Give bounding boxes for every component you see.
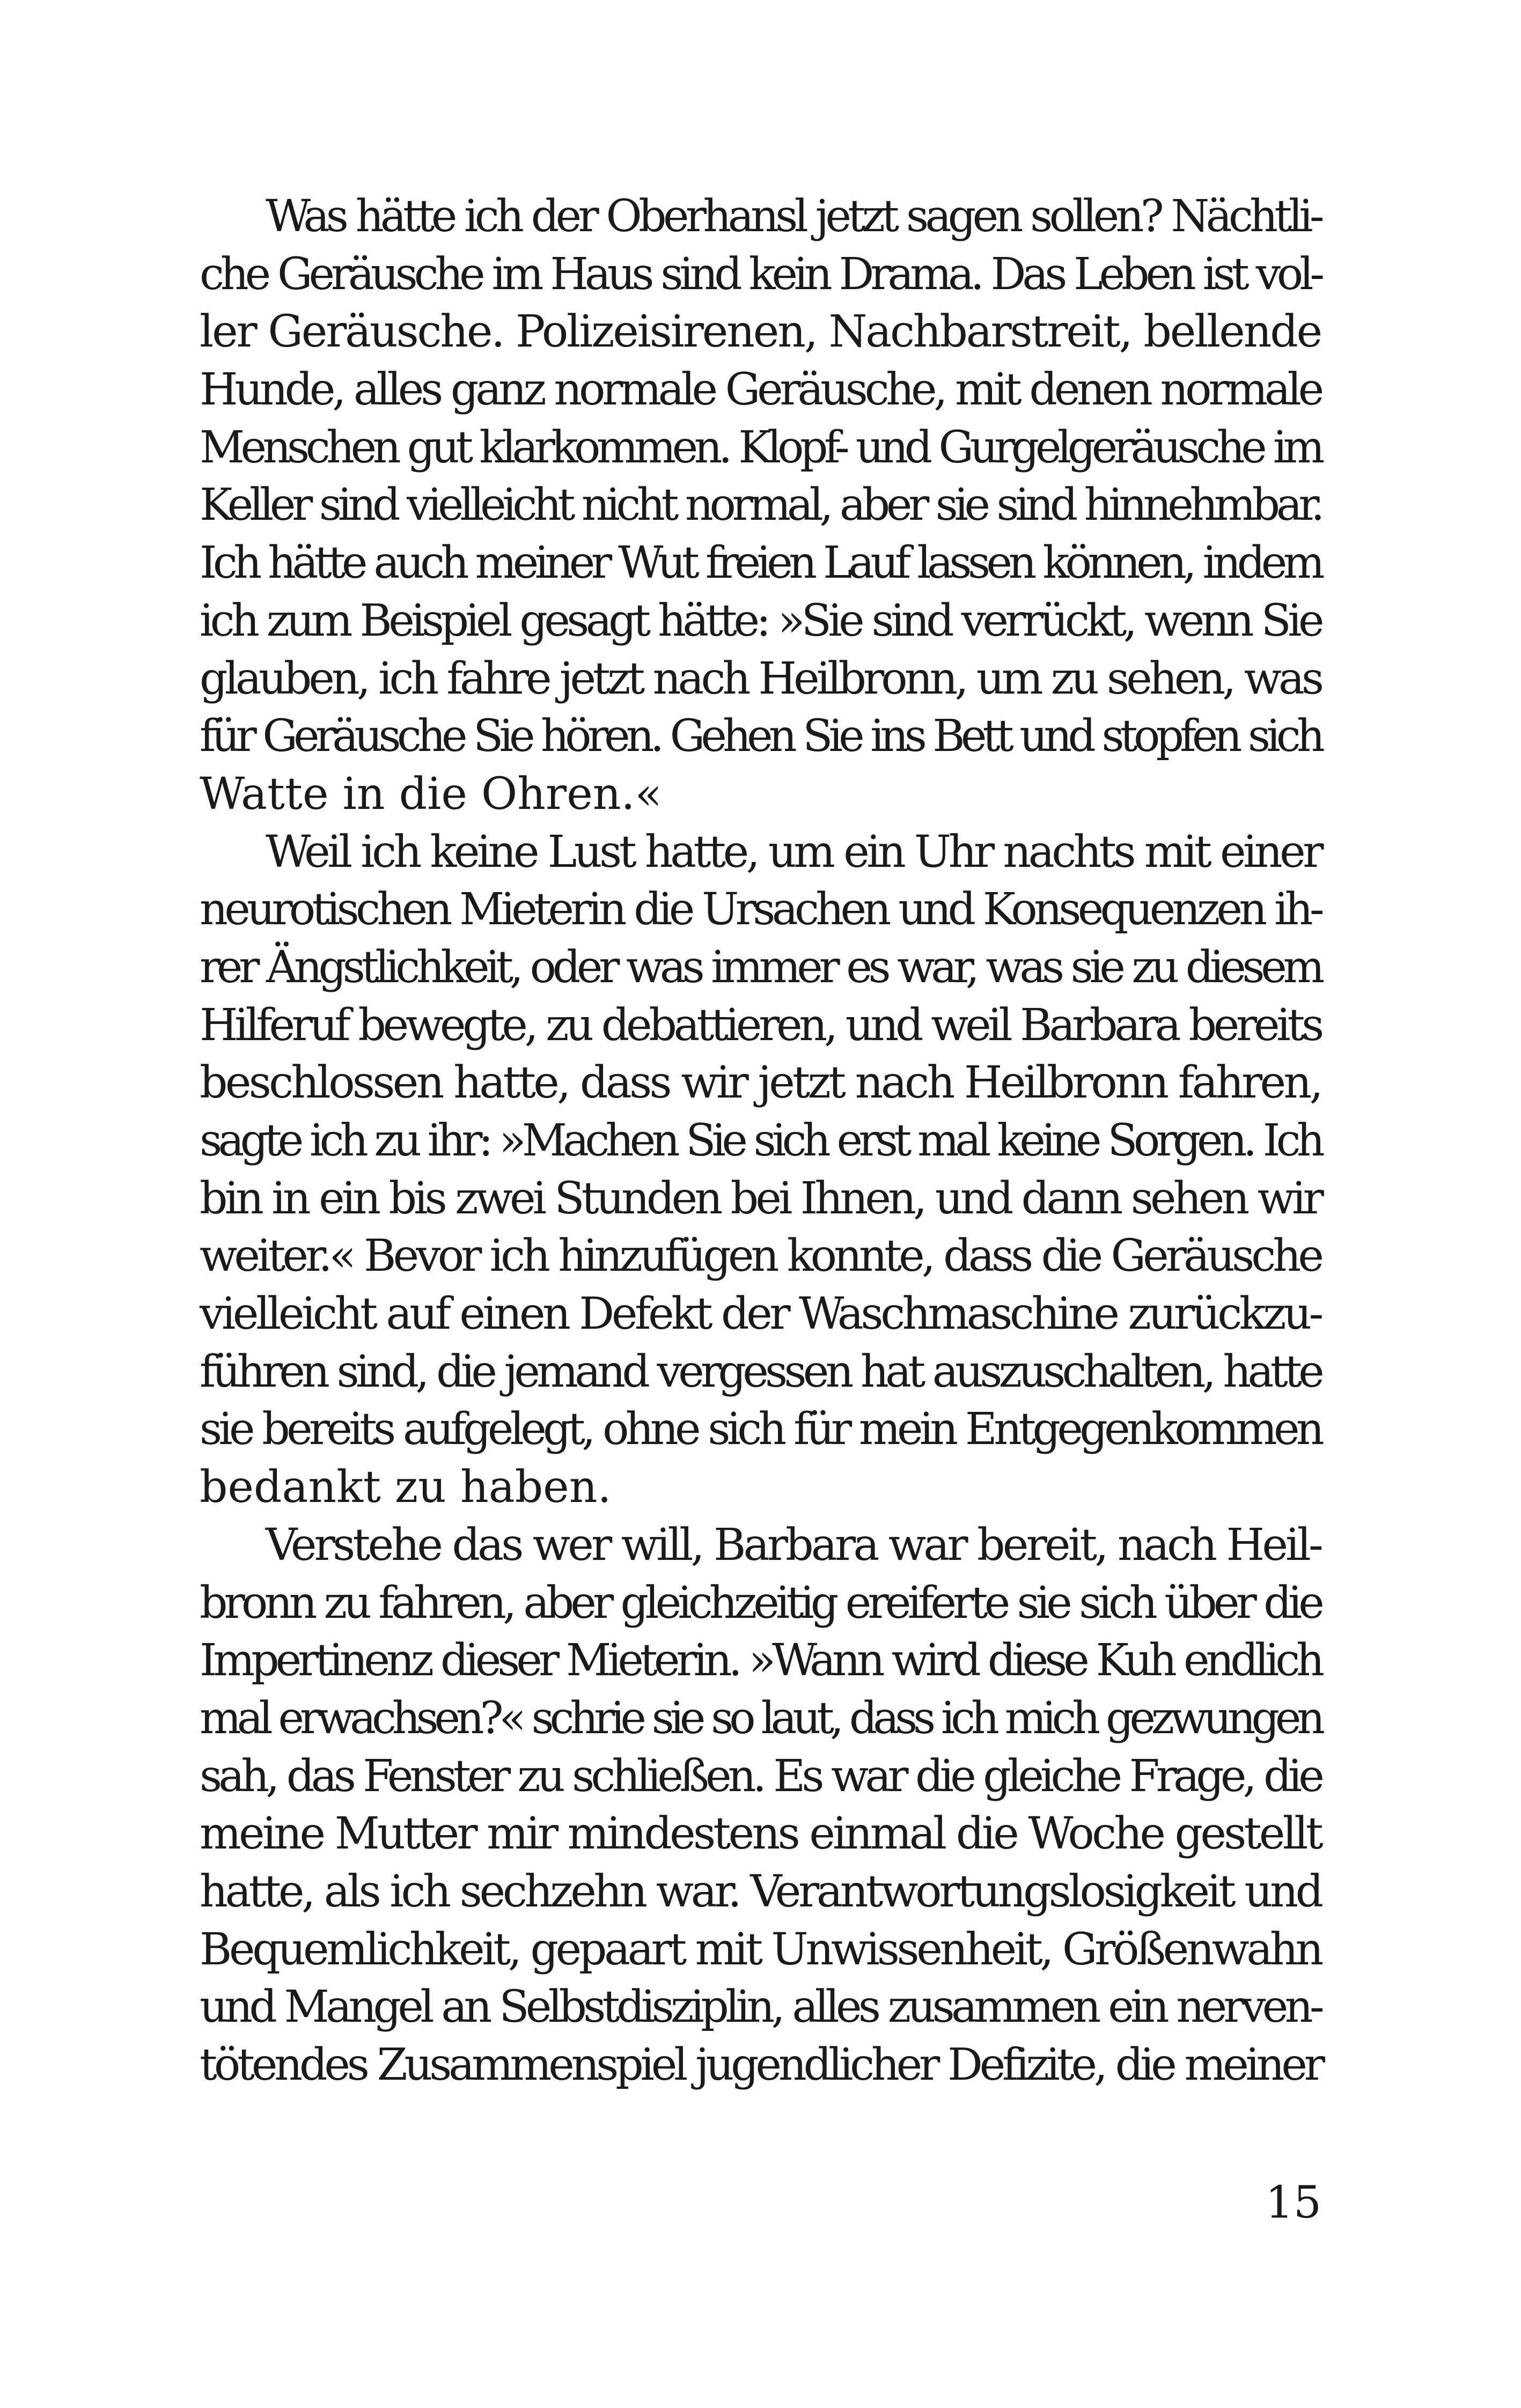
text-line: bin in ein bis zwei Stunden bei Ihnen, und dann sehen wir bbox=[200, 1173, 1321, 1224]
text-line: Menschen gut klarkommen. Klopf- und Gurgelgeräusche im bbox=[200, 422, 1321, 473]
text-line: hatte, als ich sechzehn war. Verantwortungslosigkeit und bbox=[200, 1866, 1321, 1917]
text-line: sie bereits aufgelegt, ohne sich für mein Entgegenkommen bbox=[200, 1404, 1321, 1455]
text-line: meine Mutter mir mindestens einmal die Woche gestellt bbox=[200, 1808, 1321, 1860]
text-line: Watte in die Ohren.« bbox=[200, 768, 662, 820]
text-line: rer Ängstlichkeit, oder was immer es war, was sie zu diesem bbox=[200, 941, 1321, 993]
text-line: vielleicht auf einen Defekt der Waschmaschine zurückzu- bbox=[200, 1288, 1321, 1340]
text-line: sagte ich zu ihr: »Machen Sie sich erst mal keine Sorgen. Ich bbox=[200, 1115, 1321, 1166]
text-line: beschlossen hatte, dass wir jetzt nach Heilbronn fahren, bbox=[200, 1057, 1321, 1109]
text-line: Was hätte ich der Oberhansl jetzt sagen sollen? Nächtli- bbox=[266, 191, 1321, 242]
text-line: für Geräusche Sie hören. Gehen Sie ins Bett und stopfen sich bbox=[200, 711, 1321, 762]
text-line: bronn zu fahren, aber gleichzeitig ereiferte sie sich über die bbox=[200, 1577, 1321, 1629]
text-line: mal erwachsen?« schrie sie so laut, dass ich mich gezwungen bbox=[200, 1692, 1321, 1744]
text-line: Hunde, alles ganz normale Geräusche, mit denen normale bbox=[200, 364, 1321, 416]
paragraph-1 bbox=[200, 188, 1321, 823]
text-line: Impertinenz dieser Mieterin. »Wann wird diese Kuh endlich bbox=[200, 1635, 1321, 1687]
paragraph-3 bbox=[200, 1516, 1321, 2094]
text-line: weiter.« Bevor ich hinzufügen konnte, dass die Geräusche bbox=[200, 1231, 1321, 1282]
body-text bbox=[200, 188, 1321, 2094]
text-line: Ich hätte auch meiner Wut freien Lauf lassen können, indem bbox=[200, 537, 1321, 589]
text-line: che Geräusche im Haus sind kein Drama. Das Leben ist vol- bbox=[200, 248, 1321, 300]
text-line: ler Geräusche. Polizeisirenen, Nachbarstreit, bellende bbox=[200, 306, 1321, 358]
paragraph-2 bbox=[200, 823, 1321, 1516]
text-line: Weil ich keine Lust hatte, um ein Uhr nachts mit einer bbox=[266, 826, 1321, 878]
text-line: sah, das Fenster zu schließen. Es war die gleiche Frage, die bbox=[200, 1750, 1321, 1802]
text-line: Verstehe das wer will, Barbara war bereit, nach Heil- bbox=[266, 1519, 1321, 1571]
text-line: führen sind, die jemand vergessen hat auszuschalten, hatte bbox=[200, 1346, 1321, 1397]
text-line: bedankt zu haben. bbox=[200, 1462, 612, 1513]
text-line: Keller sind vielleicht nicht normal, aber sie sind hinnehmbar. bbox=[200, 480, 1321, 531]
text-line: und Mangel an Selbstdisziplin, alles zusammen ein nerven- bbox=[200, 1982, 1321, 2033]
text-line: Hilferuf bewegte, zu debattieren, und weil Barbara bereits bbox=[200, 999, 1321, 1051]
text-line: glauben, ich fahre jetzt nach Heilbronn, um zu sehen, was bbox=[200, 653, 1321, 704]
page-number: 15 bbox=[1265, 2177, 1321, 2228]
text-line: neurotischen Mieterin die Ursachen und Konsequenzen ih- bbox=[200, 884, 1321, 936]
text-line: Bequemlichkeit, gepaart mit Unwissenheit, Größenwahn bbox=[200, 1924, 1321, 1975]
text-line: ich zum Beispiel gesagt hätte: »Sie sind verrückt, wenn Sie bbox=[200, 595, 1321, 646]
text-line: tötendes Zusammenspiel jugendlicher Defizite, die meiner bbox=[200, 2039, 1322, 2090]
